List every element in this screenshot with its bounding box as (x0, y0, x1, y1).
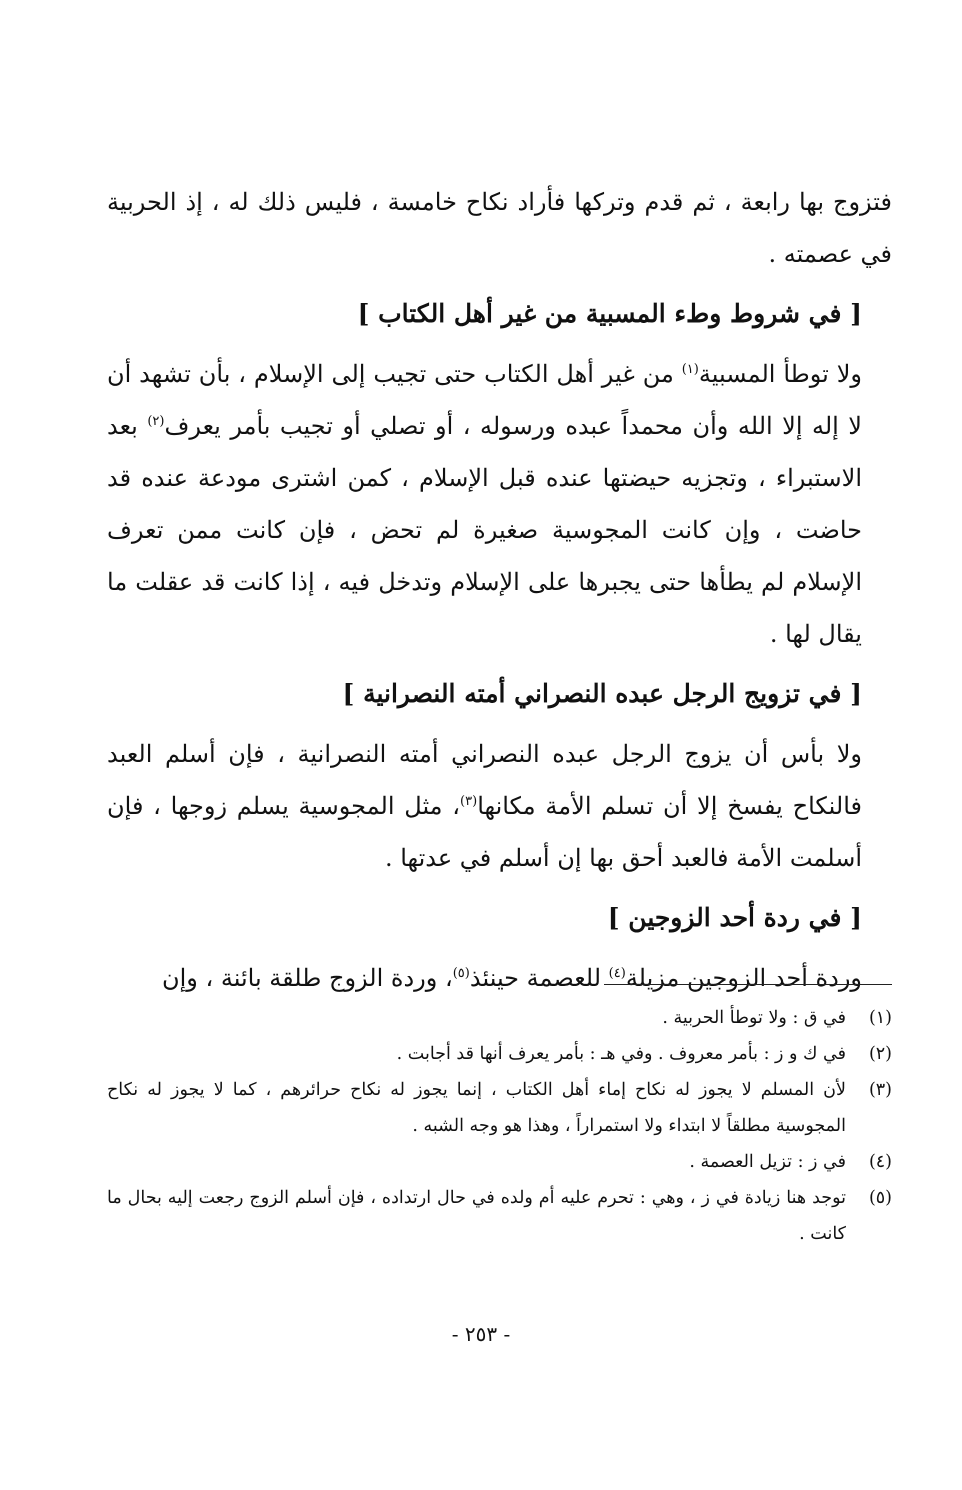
paragraph-text: ولا بأس أن يزوج الرجل عبده النصراني أمته النصرانية ، فإن أسلم العبد فالنكاح يفسخ إلا أن تسلم الأمة مكانها (107, 740, 863, 820)
paragraph-text: فتزوج بها رابعة ، ثم قدم وتركها فأراد نكاح خامسة ، فليس ذلك له ، إذ الحربية في عصمته . (107, 188, 892, 268)
paragraph-captive (107, 348, 892, 660)
paragraph-text: ، مثل المجوسية يسلم زوجها ، فإن أسلمت الأمة فالعبد أحق بها إن أسلم في عدتها . (107, 792, 862, 872)
footnote-text: لأن المسلم لا يجوز له نكاح إماء أهل الكتاب ، إنما يجوز له نكاح حرائرهم ، كما لا يجوز له نكاح المجوسية مطلقاً لا ابتداء ولا استمراراً ، وهذا هو وجه الشبه . (107, 1080, 846, 1136)
paragraph-text: من غير أهل الكتاب حتى تجيب إلى الإسلام ، بأن تشهد أن لا إله إلا الله وأن محمداً عبده ورسوله ، أو تصلي أو تجيب بأمر يعرف (107, 360, 862, 440)
footnote-3 (107, 1072, 892, 1144)
paragraph-text: وردة أحد الزوجين مزيلة (625, 964, 862, 992)
footnote-1 (107, 1000, 892, 1036)
paragraph-text: ، وردة الزوج طلقة بائنة ، وإن (161, 964, 453, 992)
footnote-ref-3: (٣) (460, 794, 478, 809)
section-heading-captive-conditions: [ في شروط وطء المسبية من غير أهل الكتاب ] (357, 299, 862, 328)
footnote-ref-1: (١) (681, 362, 699, 377)
section-heading-slave-marriage: [ في تزويج الرجل عبده النصراني أمته النصرانية ] (342, 679, 862, 708)
footnote-text: توجد هنا زيادة في ز ، وهي : تحرم عليه أم ولده في حال ارتداده ، فإن أسلم الزوج رجعت إليه بحال ما كانت . (107, 1188, 846, 1244)
paragraph-apostasy (107, 952, 892, 1004)
footnote-number: (٣) (868, 1080, 892, 1100)
footnote-number: (٥) (868, 1188, 892, 1208)
footnote-ref-2: (٢) (147, 414, 165, 429)
section-heading-apostasy: [ في ردة أحد الزوجين ] (607, 903, 862, 932)
footnote-text: في ق : ولا توطأ الحربية . (662, 1008, 846, 1028)
footnote-2 (107, 1036, 892, 1072)
footnote-text: في ك و ز : بأمر معروف . وفي هـ : بأمر يعرف أنها قد أجابت . (396, 1044, 846, 1064)
footnote-5 (107, 1180, 892, 1252)
paragraph-text: للعصمة حينئذ (469, 964, 609, 992)
paragraph-text: ولا توطأ المسبية (698, 360, 862, 388)
footnote-separator (604, 984, 892, 985)
footnote-ref-5: (٥) (452, 966, 470, 981)
footnote-number: (٢) (868, 1044, 892, 1064)
footnote-4 (107, 1144, 892, 1180)
main-text (107, 176, 892, 1004)
page-number: - ٢٥٣ - (451, 1322, 511, 1346)
paragraph-text: بعد الاستبراء ، وتجزيه حيضتها عنده قبل الإسلام ، كمن اشترى مودعة عنده قد حاضت ، وإن كانت المجوسية صغيرة لم تحض ، فإن كانت ممن تعرف الإسلام لم يطأها حتى يجبرها على الإسلام وتدخل فيه ، إذا كانت قد عقلت ما يقال لها . (107, 412, 862, 648)
paragraph-slave-marriage (107, 728, 892, 884)
footnote-ref-4: (٤) (608, 966, 626, 981)
footnotes (107, 1000, 892, 1252)
footnote-text: في ز : تزيل العصمة . (689, 1152, 846, 1172)
footnote-number: (١) (868, 1008, 892, 1028)
paragraph-continuation (107, 176, 892, 280)
footnote-number: (٤) (868, 1152, 892, 1172)
